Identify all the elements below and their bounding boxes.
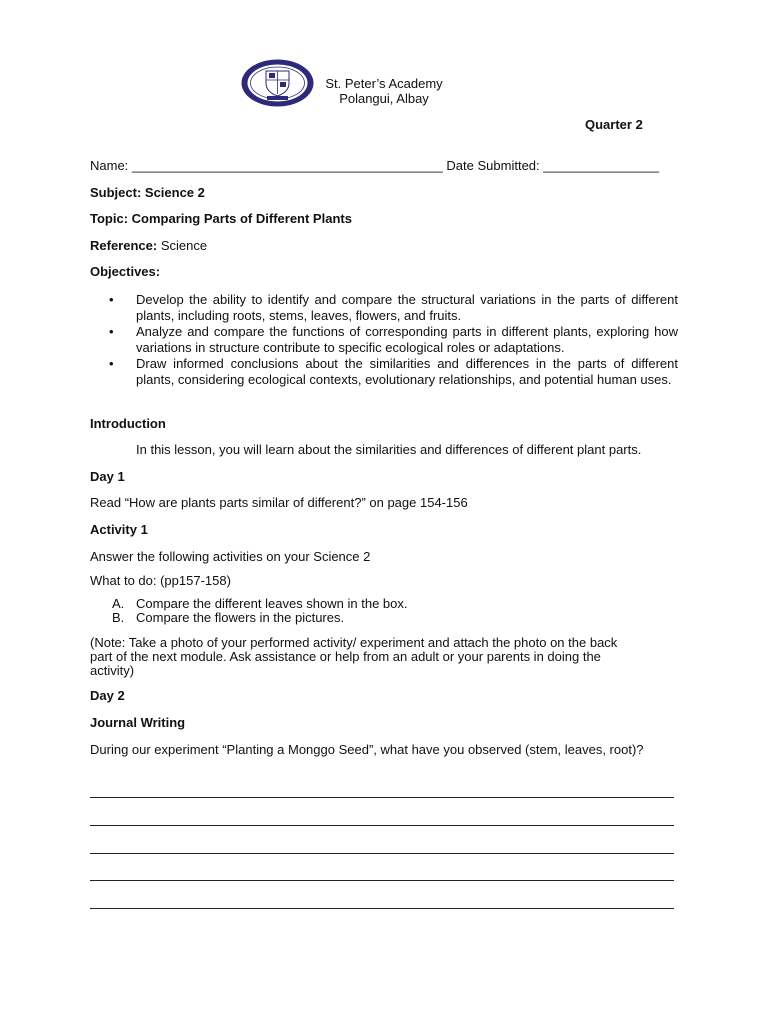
- school-name: St. Peter’s Academy: [325, 76, 443, 91]
- reference-line: [90, 238, 680, 254]
- activity-item: [90, 597, 407, 611]
- answer-line[interactable]: [90, 853, 674, 854]
- journal-prompt: During our experiment “Planting a Monggo Seed”, what have you observed (stem, leaves, root)?: [90, 742, 644, 757]
- objectives-list: [90, 292, 678, 388]
- date-submitted-field[interactable]: Date Submitted: ________________: [446, 158, 659, 173]
- reference-label: Reference:: [90, 238, 158, 253]
- school-header: [320, 76, 448, 106]
- activity1-text: Answer the following activities on your Science 2: [90, 549, 371, 564]
- what-to-do: What to do: (pp157-158): [90, 573, 231, 588]
- answer-line[interactable]: [90, 908, 674, 909]
- objectives-heading: Objectives:: [90, 264, 161, 279]
- name-date-line: [90, 158, 690, 174]
- answer-line[interactable]: [90, 825, 674, 826]
- answer-line[interactable]: [90, 880, 674, 881]
- subject-line: Subject: Science 2: [90, 185, 205, 200]
- reference-value: Science: [157, 238, 208, 253]
- school-seal-logo: [240, 58, 315, 108]
- activity1-heading: Activity 1: [90, 522, 148, 537]
- name-field[interactable]: Name: ___________________________________________: [90, 158, 443, 173]
- objective-item: • Analyze and compare the functions of corresponding parts in different plants, exploring how variations in structure contribute to specific ecological roles or adaptations.: [136, 324, 678, 356]
- note-text: (Note: Take a photo of your performed activity/ experiment and attach the photo on the back part of the next module. Ask assistance or help from an adult or your parents in doing the activity): [90, 635, 618, 678]
- answer-line[interactable]: [90, 797, 674, 798]
- activity-text: Compare the different leaves shown in the box.: [136, 596, 408, 611]
- day1-text: Read “How are plants parts similar of different?” on page 154-156: [90, 495, 468, 510]
- activity-marker: B.: [112, 610, 125, 625]
- journal-heading: Journal Writing: [90, 715, 186, 730]
- introduction-text: In this lesson, you will learn about the similarities and differences of different plant parts.: [136, 442, 642, 457]
- topic-line: Topic: Comparing Parts of Different Plants: [90, 211, 352, 226]
- day2-heading: Day 2: [90, 688, 125, 703]
- activity-item: [90, 611, 407, 625]
- quarter-label: Quarter 2: [585, 117, 643, 132]
- activities-list: [90, 597, 407, 625]
- objective-item: • Draw informed conclusions about the similarities and differences in the parts of different plants, considering ecological contexts, evolutionary relationships, and potential human uses.: [136, 356, 678, 388]
- school-location: Polangui, Albay: [339, 91, 429, 106]
- activity-marker: A.: [112, 596, 125, 611]
- day1-heading: Day 1: [90, 469, 125, 484]
- objective-item: • Develop the ability to identify and compare the structural variations in the parts of different plants, including roots, stems, leaves, flowers, and fruits.: [136, 292, 678, 324]
- activity-text: Compare the flowers in the pictures.: [136, 610, 345, 625]
- introduction-heading: Introduction: [90, 416, 166, 431]
